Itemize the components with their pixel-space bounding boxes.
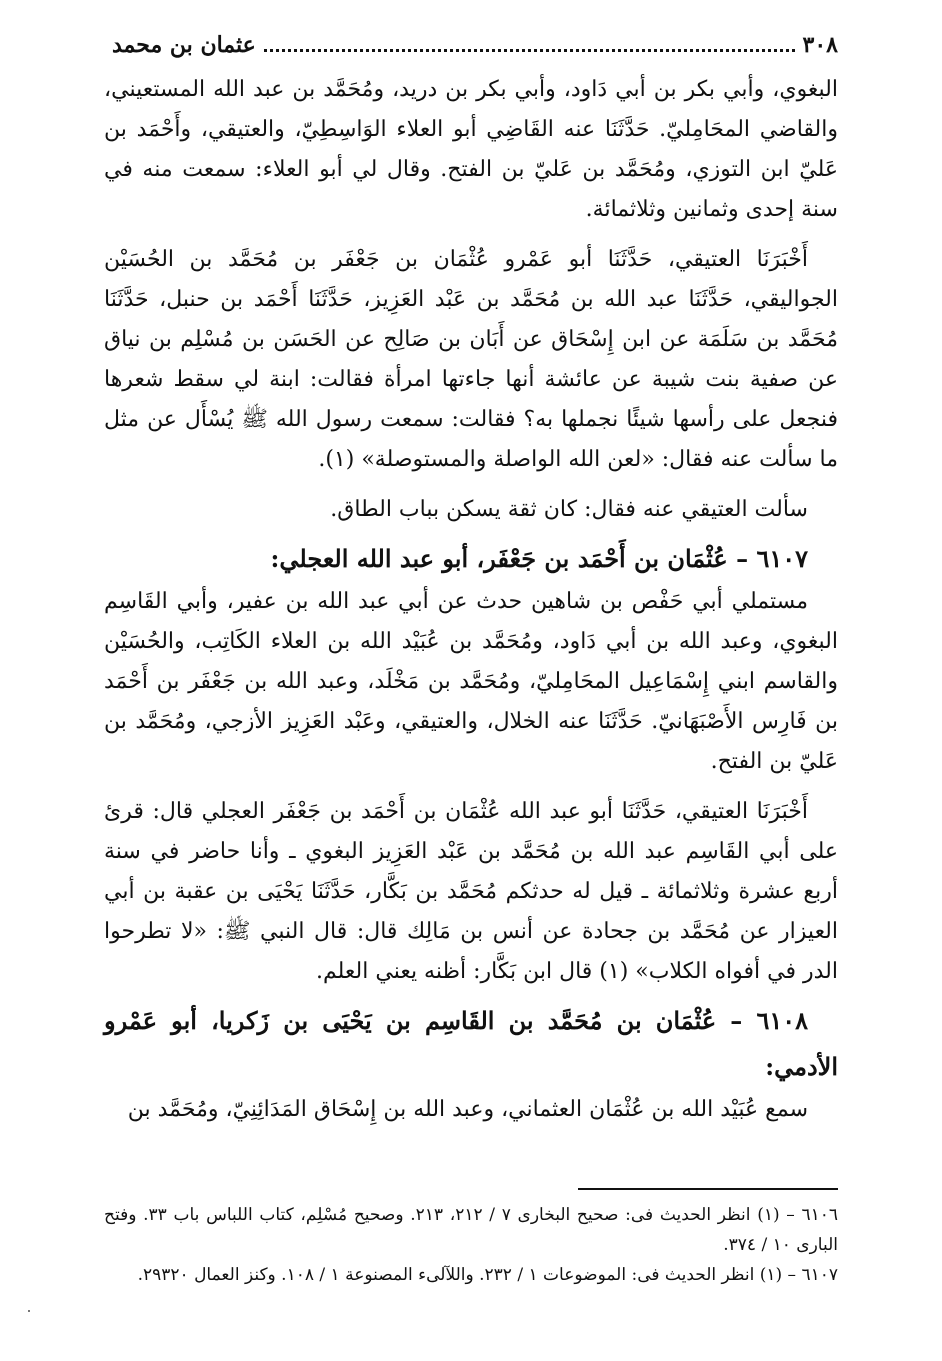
footnote-6106: ٦١٠٦ – (١) انظر الحديث فى: صحيح البخارى ٧ / ٢١٢، ٢١٣. وصحيح مُسْلِم، كتاب اللباس باب ٣٣. وفتح البارى ١٠ / ٣٧٤. (104, 1205, 838, 1255)
page-header (112, 28, 838, 62)
footnote-6107: ٦١٠٧ – (١) انظر الحديث فى: الموضوعات ١ / ٢٣٢. واللآلىء المصنوعة ١ / ١٠٨. وكنز العمال ٢٩٣٢٠. (137, 1265, 838, 1285)
margin-speck (28, 1310, 30, 1312)
entry-heading-6107: ٦١٠٧ – عُثْمَان بن أَحْمَد بن جَعْفَر، أبو عبد الله العجلي: (270, 544, 808, 573)
page-number: ٣٠٨ (802, 32, 838, 58)
paragraph: البغوي، وأبي بكر بن أبي دَاود، وأبي بكر بن دريد، ومُحَمَّد بن عبد الله المستعيني، والقاضي المحَامِليّ. حَدَّثَنَا عنه القَاضِي أبو العلاء الوَاسِطِيّ، والعتيقي، وأَحْمَد بن عَليّ ابن التوزي، ومُحَمَّد بن عَليّ بن الفتح. وقال لي أبو العلاء: سمعت منه في سنة إحدى وثمانين وثلاثمائة. (104, 77, 838, 222)
paragraph: مستملي أبي حَفْص بن شاهين حدث عن أبي عبد الله بن عفير، وأبي القَاسِم البغوي، وعبد الله بن أبي دَاود، ومُحَمَّد بن عُبَيْد الله بن العلاء الكَاتِب، والحُسَيْن والقاسم ابني إِسْمَاعِيل المحَامِليّ، ومُحَمَّد بن مَخْلَد، وعبد الله بن جَعْفَر بن أَحْمَد بن فَارِس الأَصْبَهَانيّ. حَدَّثَنَا عنه الخلال، والعتيقي، وعَبْد العَزِيز الأزجي، ومُحَمَّد بن عَليّ بن الفتح. (104, 589, 838, 774)
footnote-separator (578, 1188, 838, 1190)
paragraph: سمع عُبَيْد الله بن عُثْمَان العثماني، وعبد الله بن إِسْحَاق المَدَائِنِيّ، ومُحَمَّد بن (127, 1097, 808, 1122)
paragraph: أَخْبَرَنَا العتيقي، حَدَّثَنَا أبو عبد الله عُثْمَان بن أَحْمَد بن جَعْفَر العجلي قال: قرئ على أبي القَاسِم عبد الله بن مُحَمَّد بن عَبْد العَزِيز البغوي ـ وأنا حاضر في سنة أربع عشرة وثلاثمائة ـ قيل له حدثكم مُحَمَّد بن بَكَّار، حَدَّثَنَا يَحْيَى بن عقبة بن أبي العيزار عن مُحَمَّد بن جحادة عن أنس بن مَالِك قال: قال النبي ﷺ: «لا تطرحوا الدر في أفواه الكلاب» (١) قال ابن بَكَّار: أظنه يعني العلم. (104, 799, 838, 984)
main-text (104, 70, 838, 1130)
entry-heading-6108: ٦١٠٨ – عُثْمَان بن مُحَمَّد بن القَاسِم بن يَحْيَى بن زَكريا، أبو عَمْرو الأدمي: (104, 1006, 838, 1081)
footnotes (104, 1200, 838, 1290)
header-dotted-leader (264, 45, 795, 52)
paragraph: أَخْبَرَنَا العتيقي، حَدَّثَنَا أبو عَمْرو عُثْمَان بن جَعْفَر بن مُحَمَّد بن الحُسَيْن الجواليقي، حَدَّثَنَا عبد الله بن مُحَمَّد بن عَبْد العَزِيز، حَدَّثَنَا أَحْمَد بن حنبل، حَدَّثَنَا مُحَمَّد بن سَلَمَة عن ابن إِسْحَاق عن أَبَان بن صَالِح عن الحَسَن بن مُسْلِم بن نياق عن صفية بنت شيبة عن عائشة أنها جاءتها امرأة فقالت: ابنة لي سقط شعرها فنجعل على رأسها شيئًا نجملها به؟ فقالت: سمعت رسول الله ﷺ يُسْأَل عن مثل ما سألت عنه فقال: «لعن الله الواصلة والمستوصلة» (١). (104, 247, 839, 472)
paragraph: سألت العتيقي عنه فقال: كان ثقة يسكن بباب الطاق. (330, 497, 808, 522)
running-title: عثمان بن محمد (112, 32, 256, 58)
